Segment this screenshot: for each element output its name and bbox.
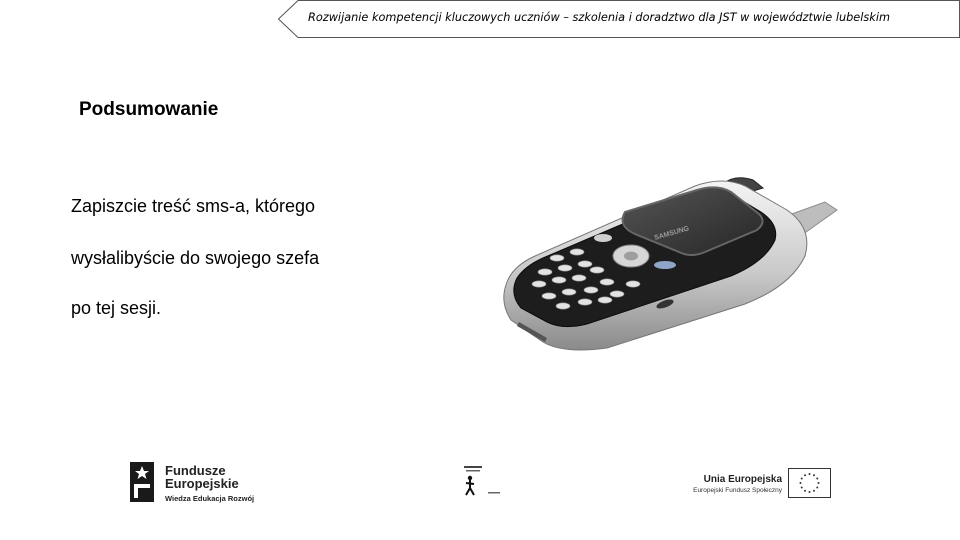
eu-flag-star	[816, 487, 818, 489]
eu-label: Unia Europejska	[703, 474, 782, 485]
eu-flag-star	[816, 478, 818, 480]
partner-logo	[462, 464, 504, 498]
eu-flag-icon	[788, 468, 831, 498]
eu-flag-star	[813, 490, 815, 492]
fundusze-label: Fundusze	[165, 463, 226, 478]
body-line-2: wysłalibyście do swojego szefa	[71, 248, 320, 268]
slide-title: Podsumowanie	[79, 99, 219, 120]
eu-flag-star	[800, 482, 802, 484]
person-icon	[468, 476, 472, 480]
body-line-1: Zapiszcie treść sms-a, którego	[71, 196, 316, 216]
phone-brand-label: SAMSUNG	[653, 225, 690, 242]
eu-flag-star	[801, 478, 803, 480]
body-line-3: po tej sesji.	[71, 298, 162, 318]
eu-fund-label: Europejski Fundusz Społeczny	[693, 487, 782, 494]
eu-flag-star	[801, 487, 803, 489]
unia-europejska-logo	[688, 468, 834, 500]
fundusze-europejskie-mark	[128, 460, 156, 504]
eu-flag-star	[813, 474, 815, 476]
eu-flag-star	[818, 482, 820, 484]
header-banner	[278, 0, 960, 38]
eu-flag-star	[809, 473, 811, 475]
europejskie-label: Europejskie	[165, 476, 239, 491]
fundusze-europejskie-logo	[128, 460, 268, 508]
eu-flag-star	[804, 474, 806, 476]
mobile-phone-image	[495, 172, 845, 362]
eu-flag-star	[809, 491, 811, 493]
fundusze-subtitle: Wiedza Edukacja Rozwój	[165, 494, 255, 503]
header-text: Rozwijanie kompetencji kluczowych uczniów – szkolenia i doradztwo dla JST w województwie lubelskim	[308, 11, 890, 24]
eu-flag-star	[804, 490, 806, 492]
